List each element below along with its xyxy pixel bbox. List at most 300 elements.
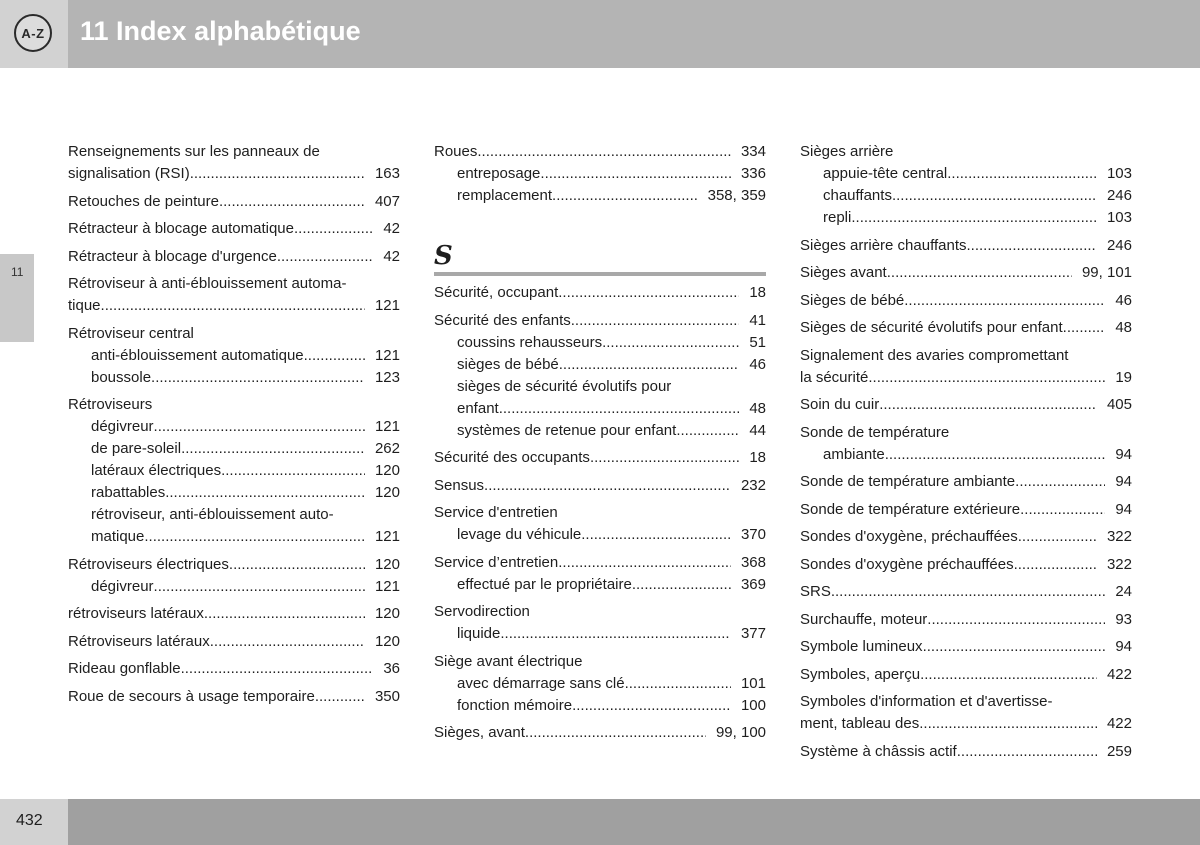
entry-page-ref[interactable]: 334 [740, 143, 766, 160]
section-rule [434, 272, 766, 276]
entry-page-ref[interactable]: 232 [740, 476, 766, 494]
entry-line [457, 623, 766, 645]
entry-term: Sondes d'oxygène préchauffées [800, 555, 1014, 573]
entry-term: chauffants [823, 187, 892, 204]
entry-page-ref[interactable]: 99, 101 [1081, 264, 1132, 281]
leader-dots [1020, 499, 1105, 521]
index-entry [434, 282, 766, 304]
index-entry [68, 141, 400, 185]
entry-page-ref[interactable]: 48 [749, 399, 766, 417]
chapter-tab [0, 254, 34, 342]
index-entry [800, 235, 1132, 257]
entry-term: enfant [457, 399, 499, 417]
entry-page-ref[interactable]: 377 [740, 625, 766, 642]
index-subentry [434, 332, 766, 354]
entry-line [457, 332, 766, 354]
leader-dots [525, 722, 706, 744]
entry-line [91, 438, 400, 460]
index-subentry [68, 504, 400, 548]
entry-page-ref[interactable]: 19 [1115, 368, 1132, 386]
index-entry [800, 471, 1132, 493]
page-header [0, 0, 1200, 68]
entry-line [91, 416, 400, 438]
entry-line [68, 631, 400, 653]
index-entry [68, 246, 400, 268]
index-subentry [434, 574, 766, 596]
entry-line [68, 246, 400, 268]
entry-page-ref[interactable]: 368 [740, 553, 766, 571]
leader-dots [831, 581, 1105, 603]
index-subentry [800, 444, 1132, 466]
leader-dots [920, 664, 1097, 686]
entry-page-ref[interactable]: 94 [1115, 638, 1132, 655]
entry-page-ref[interactable]: 101 [740, 674, 766, 692]
entry-term: effectué par le propriétaire [457, 575, 632, 593]
entry-line [434, 447, 766, 469]
entry-term: remplacement [457, 187, 553, 204]
leader-dots [499, 398, 740, 420]
entry-text-line: rétroviseur, anti-éblouissement auto- [91, 506, 334, 523]
entry-page-ref[interactable]: 46 [749, 355, 766, 373]
leader-dots [477, 141, 731, 163]
entry-term: Service d’entretien [434, 553, 559, 571]
index-entry [800, 609, 1132, 631]
entry-line [457, 354, 766, 376]
entry-page-ref[interactable]: 120 [374, 555, 400, 573]
entry-page-ref[interactable]: 246 [1106, 187, 1132, 204]
leader-dots [294, 218, 373, 240]
a-z-index-icon [14, 14, 52, 52]
index-entry [800, 345, 1132, 389]
entry-term: Rétracteur à blocage d'urgence [68, 247, 277, 265]
index-entry [800, 262, 1132, 284]
entry-line [457, 398, 766, 420]
entry-term: Rétroviseurs électriques [68, 555, 229, 573]
entry-text-line: Servodirection [434, 603, 530, 620]
entry-line [800, 636, 1132, 658]
entry-line [800, 581, 1132, 603]
entry-line [91, 367, 400, 389]
entry-line [800, 394, 1132, 416]
index-entry [434, 447, 766, 469]
index-subentry [68, 482, 400, 504]
entry-line [800, 317, 1132, 339]
entry-page-ref[interactable]: 121 [374, 297, 400, 314]
entry-text-line: Rétroviseurs [68, 396, 153, 413]
leader-dots [190, 163, 365, 185]
leader-dots [892, 185, 1097, 207]
leader-dots [552, 185, 698, 207]
leader-dots [572, 695, 731, 717]
index-entry [800, 499, 1132, 521]
entry-line [800, 367, 1132, 389]
entry-line [434, 282, 766, 304]
entry-term: entreposage [457, 165, 541, 182]
index-entry [68, 631, 400, 653]
leader-dots [484, 475, 731, 497]
entry-page-ref[interactable]: 94 [1115, 445, 1132, 463]
leader-dots [1015, 471, 1105, 493]
entry-page-ref[interactable]: 121 [374, 528, 400, 545]
entry-page-ref[interactable]: 422 [1106, 665, 1132, 683]
entry-line [68, 658, 400, 680]
leader-dots [204, 603, 365, 625]
entry-page-ref[interactable]: 41 [749, 311, 766, 329]
entry-line [800, 526, 1132, 548]
entry-term: Sensus [434, 476, 485, 494]
index-entry [68, 191, 400, 213]
leader-dots [181, 658, 374, 680]
index-entry [800, 636, 1132, 658]
entry-term: ambiante [823, 445, 885, 463]
entry-line [68, 218, 400, 240]
leader-dots [540, 163, 731, 185]
entry-line [823, 163, 1132, 185]
index-subentry [434, 695, 766, 717]
entry-page-ref[interactable]: 405 [1106, 396, 1132, 413]
leader-dots [144, 526, 365, 548]
entry-page-ref[interactable]: 262 [374, 440, 400, 457]
entry-text-line: Sièges arrière [800, 143, 894, 160]
entry-term: Retouches de peinture [68, 192, 219, 210]
index-subentry [434, 185, 766, 207]
entry-page-ref[interactable]: 18 [749, 284, 766, 301]
entry-line [68, 191, 400, 213]
index-entry [800, 394, 1132, 416]
index-entry [434, 601, 766, 645]
leader-dots [923, 636, 1106, 658]
entry-text-line: Signalement des avaries compromettant [800, 346, 1069, 364]
entry-term: la sécurité [800, 368, 869, 386]
entry-page-ref[interactable]: 24 [1115, 583, 1132, 600]
entry-page-ref[interactable]: 121 [374, 346, 400, 364]
entry-line [800, 235, 1132, 257]
entry-page-ref[interactable]: 42 [383, 247, 400, 265]
leader-dots [947, 163, 1097, 185]
entry-page-ref[interactable]: 350 [374, 687, 400, 705]
entry-term: dégivreur [91, 418, 154, 435]
leader-dots [165, 482, 365, 504]
leader-dots [219, 191, 365, 213]
leader-dots [625, 673, 731, 695]
index-entry [68, 603, 400, 625]
entry-line [68, 163, 400, 185]
index-entry [434, 651, 766, 717]
entry-page-ref[interactable]: 370 [740, 526, 766, 543]
entry-text-line: Renseignements sur les panneaux de [68, 143, 320, 160]
entry-term: anti-éblouissement automatique [91, 346, 304, 364]
entry-page-ref[interactable]: 44 [749, 421, 766, 439]
entry-page-ref[interactable]: 322 [1106, 528, 1132, 545]
entry-text-line: sièges de sécurité évolutifs pour [457, 377, 672, 395]
entry-text-line: Rétroviseur central [68, 324, 194, 342]
leader-dots [571, 310, 740, 332]
leader-dots [558, 282, 739, 304]
entry-line [434, 310, 766, 332]
entry-line [457, 163, 766, 185]
entry-page-ref[interactable]: 322 [1106, 555, 1132, 573]
entry-line [823, 444, 1132, 466]
entry-page-ref[interactable]: 103 [1106, 209, 1132, 226]
leader-dots [851, 207, 1097, 229]
entry-term: Rideau gonflable [68, 660, 181, 677]
index-entry [434, 141, 766, 207]
entry-term: Sécurité des occupants [434, 449, 590, 466]
leader-dots [154, 576, 365, 598]
entry-page-ref[interactable]: 48 [1115, 319, 1132, 336]
index-subentry [68, 460, 400, 482]
leader-dots [885, 444, 1106, 466]
index-entry [434, 502, 766, 546]
index-entry [800, 741, 1132, 763]
entry-term: Sécurité, occupant [434, 284, 559, 301]
entry-page-ref[interactable]: 123 [374, 368, 400, 386]
logo-text: A-Z [21, 25, 45, 41]
entry-term: Surchauffe, moteur [800, 610, 928, 628]
index-entry [800, 422, 1132, 466]
entry-page-ref[interactable]: 121 [374, 418, 400, 435]
entry-page-ref[interactable]: 120 [374, 632, 400, 650]
index-entry [68, 554, 400, 598]
entry-term: ment, tableau des [800, 715, 920, 732]
entry-line [68, 295, 400, 317]
entry-term: Sécurité des enfants [434, 311, 571, 329]
index-entry [434, 475, 766, 497]
entry-term: Sièges, avant [434, 724, 525, 741]
index-entry [800, 691, 1132, 735]
entry-page-ref[interactable]: 42 [383, 220, 400, 237]
index-subentry [434, 163, 766, 185]
entry-page-ref[interactable]: 407 [374, 192, 400, 210]
entry-text-line: Symboles d'information et d'avertisse- [800, 693, 1053, 710]
leader-dots [887, 262, 1072, 284]
index-entry [800, 141, 1132, 229]
entry-term: rétroviseurs latéraux [68, 605, 204, 622]
entry-term: systèmes de retenue pour enfant [457, 421, 677, 439]
leader-dots [581, 524, 731, 546]
entry-page-ref[interactable]: 120 [374, 484, 400, 501]
entry-term: Rétroviseurs latéraux [68, 632, 210, 650]
leader-dots [151, 367, 365, 389]
entry-term: Symboles, aperçu [800, 665, 921, 683]
entry-term: Sondes d'oxygène, préchauffées [800, 528, 1018, 545]
entry-line [800, 262, 1132, 284]
index-entry [800, 581, 1132, 603]
entry-term: sièges de bébé [457, 355, 559, 373]
entry-text-line: Sonde de température [800, 423, 950, 441]
page-footer [0, 799, 1200, 845]
index-entry [68, 686, 400, 708]
index-column-3 [800, 141, 1132, 768]
leader-dots [154, 416, 365, 438]
leader-dots [229, 554, 365, 576]
index-column-1 [68, 141, 400, 713]
index-entry [68, 323, 400, 389]
entry-term: coussins rehausseurs [457, 333, 603, 351]
entry-line [823, 185, 1132, 207]
leader-dots [1063, 317, 1106, 339]
index-entry [800, 526, 1132, 548]
entry-line [457, 524, 766, 546]
entry-page-ref[interactable]: 94 [1115, 473, 1132, 490]
entry-page-ref[interactable]: 120 [374, 462, 400, 479]
leader-dots [559, 354, 740, 376]
entry-line [800, 471, 1132, 493]
entry-term: fonction mémoire [457, 696, 573, 714]
entry-line [91, 460, 400, 482]
entry-term: Sonde de température extérieure [800, 500, 1021, 518]
leader-dots [602, 332, 739, 354]
index-subentry [800, 163, 1132, 185]
entry-line [91, 526, 400, 548]
leader-dots [558, 552, 731, 574]
index-subentry [68, 438, 400, 460]
entry-line [800, 609, 1132, 631]
leader-dots [904, 290, 1105, 312]
entry-page-ref[interactable]: 336 [740, 165, 766, 182]
leader-dots [315, 686, 365, 708]
index-entry [800, 554, 1132, 576]
entry-page-ref[interactable]: 103 [1106, 165, 1132, 182]
index-subentry [68, 367, 400, 389]
entry-term: Sièges avant [800, 264, 887, 281]
entry-term: boussole [91, 368, 152, 386]
index-subentry [434, 673, 766, 695]
entry-page-ref[interactable]: 51 [749, 333, 766, 351]
entry-page-ref[interactable]: 100 [740, 696, 766, 714]
entry-term: de pare-soleil [91, 440, 182, 457]
leader-dots [676, 420, 739, 442]
entry-term: Sièges de sécurité évolutifs pour enfant [800, 319, 1063, 336]
entry-term: tique [68, 297, 101, 314]
entry-line [68, 603, 400, 625]
entry-page-ref[interactable]: 121 [374, 577, 400, 595]
index-subentry [68, 576, 400, 598]
page-number: 432 [16, 812, 43, 829]
entry-page-ref[interactable]: 93 [1115, 610, 1132, 628]
section-letter-block [434, 243, 766, 276]
entry-line [800, 554, 1132, 576]
entry-term: Symbole lumineux [800, 638, 923, 655]
leader-dots [1014, 554, 1097, 576]
leader-dots [101, 295, 365, 317]
entry-line [434, 475, 766, 497]
index-entry [800, 290, 1132, 312]
entry-page-ref[interactable]: 99, 100 [715, 724, 766, 741]
entry-line [457, 185, 766, 207]
entry-line [800, 713, 1132, 735]
entry-line [434, 722, 766, 744]
index-subentry [800, 185, 1132, 207]
entry-page-ref[interactable]: 18 [749, 449, 766, 466]
index-subentry [434, 623, 766, 645]
entry-line [823, 207, 1132, 229]
index-entry [800, 317, 1132, 339]
entry-page-ref[interactable]: 369 [740, 575, 766, 593]
entry-term: Sièges arrière chauffants [800, 236, 967, 254]
page-number-box [0, 799, 68, 845]
entry-line [91, 576, 400, 598]
entry-line [434, 552, 766, 574]
entry-line [91, 482, 400, 504]
entry-page-ref[interactable]: 259 [1106, 742, 1132, 760]
index-entry [68, 394, 400, 548]
section-letter: S [434, 241, 453, 271]
index-entry [68, 658, 400, 680]
index-column-2 [434, 141, 766, 750]
entry-term: Roues [434, 143, 478, 160]
index-subentry [434, 354, 766, 376]
leader-dots [879, 394, 1097, 416]
entry-term: dégivreur [91, 577, 154, 595]
index-subentry [800, 207, 1132, 229]
entry-term: Sièges de bébé [800, 291, 905, 309]
entry-page-ref[interactable]: 120 [374, 605, 400, 622]
index-entry [68, 273, 400, 317]
entry-line [800, 664, 1132, 686]
entry-line [457, 695, 766, 717]
entry-page-ref[interactable]: 46 [1115, 291, 1132, 309]
entry-page-ref[interactable]: 246 [1106, 236, 1132, 254]
index-entry [434, 310, 766, 442]
index-subentry [68, 345, 400, 367]
entry-line [800, 499, 1132, 521]
leader-dots [1018, 526, 1097, 548]
entry-page-ref[interactable]: 94 [1115, 500, 1132, 518]
entry-term: liquide [457, 625, 501, 642]
index-entry [68, 218, 400, 240]
leader-dots [919, 713, 1097, 735]
index-subentry [434, 524, 766, 546]
entry-page-ref[interactable]: 422 [1106, 715, 1132, 732]
entry-term: appuie-tête central [823, 165, 948, 182]
entry-term: Roue de secours à usage temporaire [68, 687, 315, 705]
entry-term: signalisation (RSI) [68, 165, 190, 182]
leader-dots [590, 447, 739, 469]
entry-term: avec démarrage sans clé [457, 674, 625, 692]
entry-term: Soin du cuir [800, 396, 880, 413]
entry-line [434, 141, 766, 163]
index-subentry [434, 420, 766, 442]
index-entry [800, 664, 1132, 686]
entry-term: Système à châssis actif [800, 742, 957, 760]
entry-page-ref[interactable]: 36 [383, 660, 400, 677]
entry-term: levage du véhicule [457, 526, 582, 543]
entry-line [68, 554, 400, 576]
chapter-tab-label: 11 [11, 265, 24, 279]
entry-page-ref[interactable]: 163 [374, 165, 400, 182]
entry-line [457, 420, 766, 442]
index-entry [434, 552, 766, 596]
entry-line [91, 345, 400, 367]
entry-term: latéraux électriques [91, 462, 222, 479]
leader-dots [632, 574, 731, 596]
entry-term: rabattables [91, 484, 166, 501]
index-subentry [68, 416, 400, 438]
entry-line [800, 741, 1132, 763]
entry-page-ref[interactable]: 358, 359 [707, 187, 766, 204]
entry-line [800, 290, 1132, 312]
leader-dots [221, 460, 365, 482]
entry-term: Sonde de température ambiante [800, 473, 1016, 490]
entry-text-line: Siège avant électrique [434, 652, 583, 670]
page-title: 11 Index alphabétique [80, 16, 361, 46]
leader-dots [304, 345, 365, 367]
entry-term: SRS [800, 583, 831, 600]
index-entry [434, 722, 766, 744]
entry-term: repli [823, 209, 852, 226]
entry-text-line: Service d'entretien [434, 504, 558, 521]
